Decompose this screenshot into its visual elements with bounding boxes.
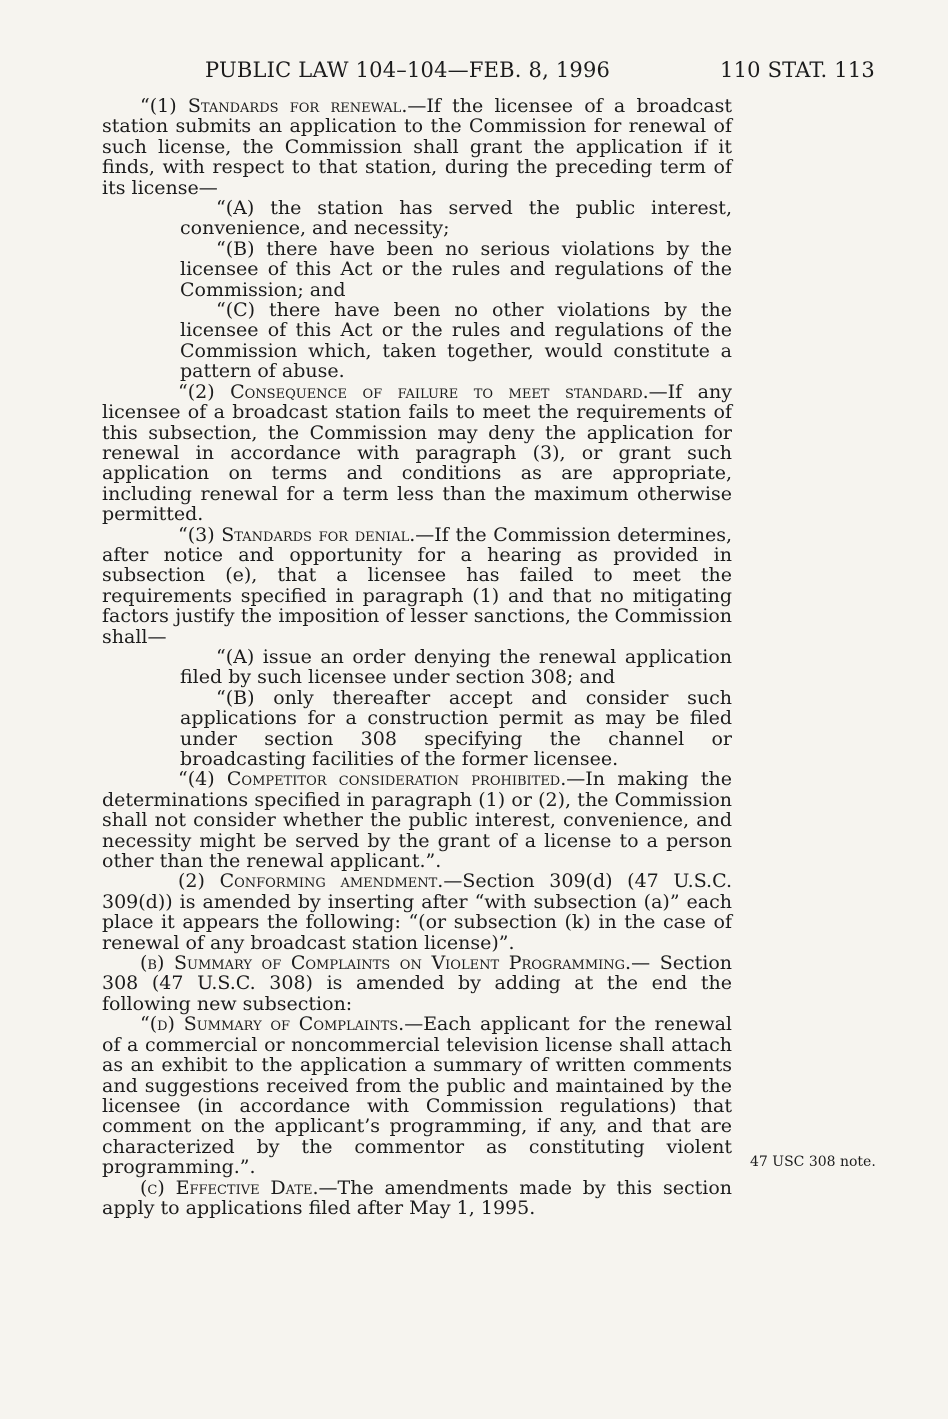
heading-conforming-amendment: (2) Conforming amendment. bbox=[178, 870, 444, 893]
paragraph-summary-of-complaints: “(d) Summary of Complaints.—Each applicant for the renewal of a commercial or noncommercial television license shall attach as an exhibit to the application a summary of written comments and suggestions received from the public and maintained by the licensee (in accordance with Commission regulations) that comment on the applicant’s programming, if any, and that are characterized by the commentor as constituting violent programming.”. bbox=[102, 1013, 732, 1179]
header-title: PUBLIC LAW 104–104—FEB. 8, 1996 bbox=[205, 58, 611, 82]
subparagraph-3b: “(B) only thereafter accept and consider such applications for a construction permit as may be filed under section 308 specifying the channel or broadcasting facilities of the former licensee. bbox=[180, 686, 732, 770]
subparagraph-1b: “(B) there have been no serious violations by the licensee of this Act or the rules and regulations of the Commission; and bbox=[180, 237, 732, 301]
paragraph-standards-for-renewal: “(1) Standards for renewal.—If the licensee of a broadcast station submits an application to the Commission for renewal of such license, the Commission shall grant the application if it finds, with respect to that station, during the preceding term of its license— bbox=[102, 95, 732, 199]
heading-competitor-consideration: “(4) Competitor consideration prohibited. bbox=[178, 768, 567, 791]
section-b-summary-of-complaints: (b) Summary of Complaints on Violent Programming.— Section 308 (47 U.S.C. 308) is amended by adding at the end the following new subsection: bbox=[102, 952, 732, 1015]
heading-effective-date: (c) Effective Date. bbox=[140, 1176, 319, 1199]
heading-standards-for-renewal: “(1) Standards for renewal. bbox=[140, 95, 408, 117]
section-c-effective-date: (c) Effective Date.—The amendments made by this section apply to applications filed after May 1, 1995. bbox=[102, 1176, 733, 1219]
subparagraph-1a: “(A) the station has served the public interest, convenience, and necessity; bbox=[180, 197, 732, 240]
paragraph-conforming-amendment: (2) Conforming amendment.—Section 309(d) (47 U.S.C. 309(d)) is amended by inserting after “with subsection (a)” each place it appears the following: “(or subsection (k) in the case of renewal of any broadcast station license)”. bbox=[102, 870, 732, 954]
subparagraph-1c: “(C) there have been no other violations by the licensee of this Act or the rules and regulations of the Commission which, taken together, would constitute a pattern of abuse. bbox=[180, 299, 732, 383]
paragraph-consequence-of-failure: “(2) Consequence of failure to meet standard.—If any licensee of a broadcast station fails to meet the requirements of this subsection, the Commission may deny the application for renewal in accordance with paragraph (3), or grant such application on terms and conditions as are appropriate, including renewal for a term less than the maximum otherwise permitted. bbox=[102, 380, 732, 526]
heading-consequence-of-failure: “(2) Consequence of failure to meet standard. bbox=[178, 380, 649, 403]
subparagraph-3a: “(A) issue an order denying the renewal application filed by such licensee under section 308; and bbox=[180, 645, 732, 689]
heading-summary-violent-programming: (b) Summary of Complaints on Violent Programming. bbox=[140, 952, 632, 975]
heading-summary-of-complaints: “(d) Summary of Complaints. bbox=[140, 1013, 405, 1036]
heading-standards-for-denial: “(3) Standards for denial. bbox=[178, 523, 416, 546]
statute-text bbox=[102, 96, 732, 1218]
paragraph-competitor-consideration: “(4) Competitor consideration prohibited.—In making the determinations specified in paragraph (1) or (2), the Commission shall not consider whether the public interest, convenience, and necessity might be served by the grant of a license to a person other than the renewal applicant.”. bbox=[102, 768, 732, 873]
paragraph-standards-for-denial: “(3) Standards for denial.—If the Commission determines, after notice and opportunity for a hearing as provided in subsection (e), that a licensee has failed to meet the requirements specified in paragraph (1) and that no mitigating factors justify the imposition of lesser sanctions, the Commission shall— bbox=[102, 523, 732, 648]
marginal-citation-note: 47 USC 308 note. bbox=[750, 1154, 876, 1170]
statute-page-number: 110 STAT. 113 bbox=[720, 58, 875, 82]
